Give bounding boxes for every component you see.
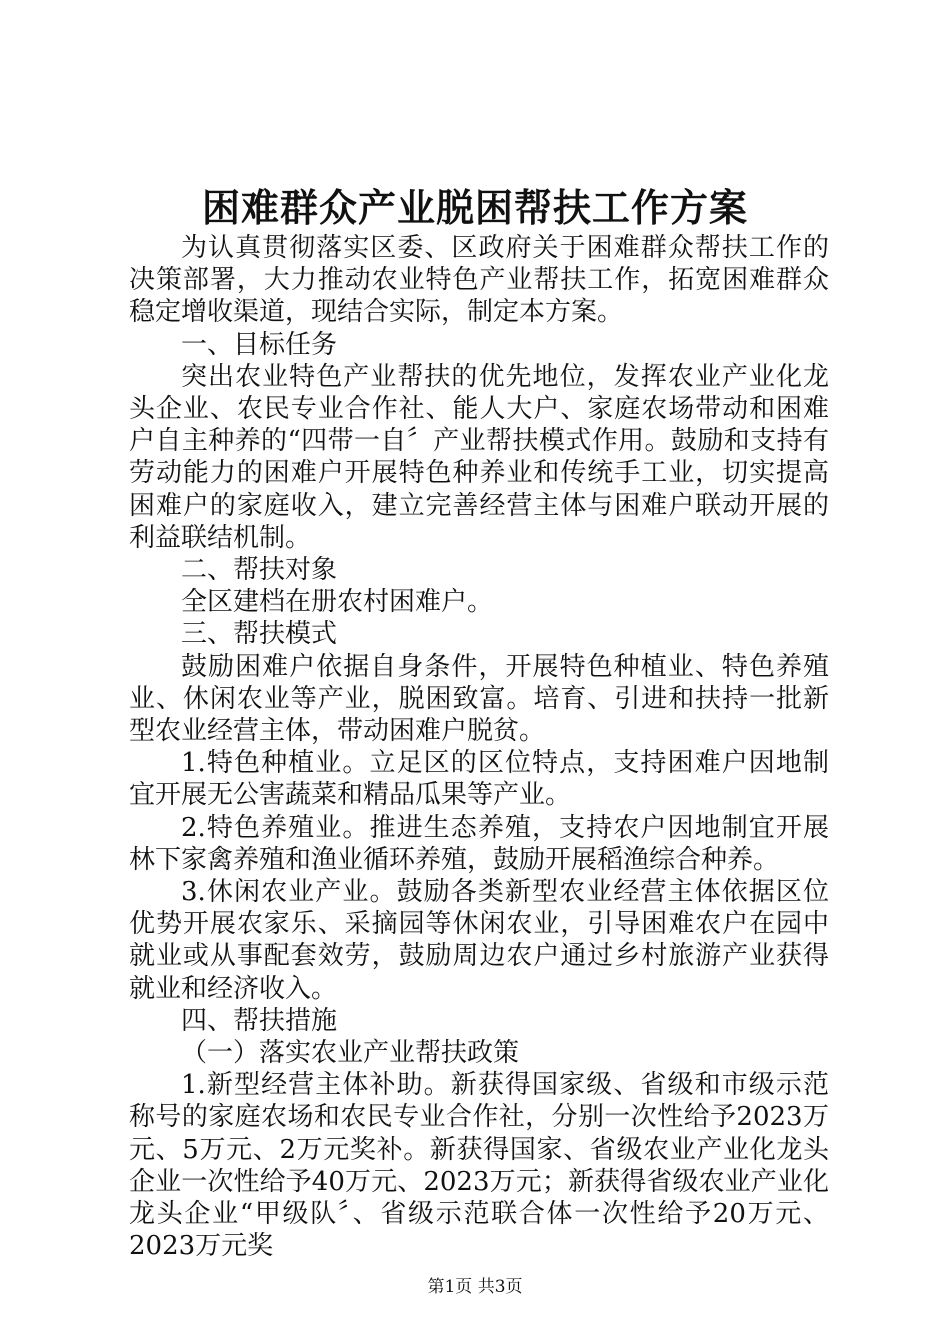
paragraph-targets: 全区建档在册农村困难户。 (181, 587, 494, 618)
section-heading-modes: 三、帮扶模式 (181, 619, 338, 650)
paragraph-mode-leisure: 3.休闲农业产业。鼓励各类新型农业经营主体依据区位优势开展农家乐、采摘园等休闲农业，引导困难农户在园中就业或从事配套效劳，鼓励周边农户通过乡村旅游产业获得就业和经济收入。 (129, 877, 829, 1004)
paragraph-subsidy: 1.新型经营主体补助。新获得国家级、省级和市级示范称号的家庭农场和农民专业合作社，分别一次性给予2023万元、5万元、2万元奖补。新获得国家、省级农业产业化龙头企业一次性给予40万元、2023万元；新获得省级农业产业化龙头企业“甲级队〞、省级示范联合体一次性给予20万元、2023万元奖 (129, 1070, 829, 1262)
section-heading-measures: 四、帮扶措施 (181, 1005, 338, 1036)
paragraph-mode-planting: 1.特色种植业。立足区的区位特点，支持困难户因地制宜开展无公害蔬菜和精品瓜果等产业。 (129, 748, 829, 811)
paragraph-mode-breeding: 2.特色养殖业。推进生态养殖，支持农户因地制宜开展林下家禽养殖和渔业循环养殖，鼓励开展稻渔综合种养。 (129, 812, 829, 875)
paragraph-modes: 鼓励困难户依据自身条件，开展特色种植业、特色养殖业、休闲农业等产业，脱困致富。培育、引进和扶持一批新型农业经营主体，带动困难户脱贫。 (129, 651, 829, 747)
subsection-heading-policy: （一）落实农业产业帮扶政策 (181, 1038, 520, 1069)
paragraph-goals: 突出农业特色产业帮扶的优先地位，发挥农业产业化龙头企业、农民专业合作社、能人大户、家庭农场带动和困难户自主种养的“四带一自〞产业帮扶模式作用。鼓励和支持有劳动能力的困难户开展特色种养业和传统手工业，切实提高困难户的家庭收入，建立完善经营主体与困难户联动开展的利益联结机制。 (129, 361, 829, 553)
paragraph-intro: 为认真贯彻落实区委、区政府关于困难群众帮扶工作的决策部署，大力推动农业特色产业帮扶工作，拓宽困难群众稳定增收渠道，现结合实际，制定本方案。 (129, 233, 829, 328)
section-heading-goals: 一、目标任务 (181, 329, 338, 360)
document-title: 困难群众产业脱困帮扶工作方案 (201, 185, 748, 230)
section-heading-targets: 二、帮扶对象 (181, 555, 338, 586)
page-indicator: 第1页 共3页 (427, 1277, 523, 1297)
document-body (129, 232, 829, 1263)
